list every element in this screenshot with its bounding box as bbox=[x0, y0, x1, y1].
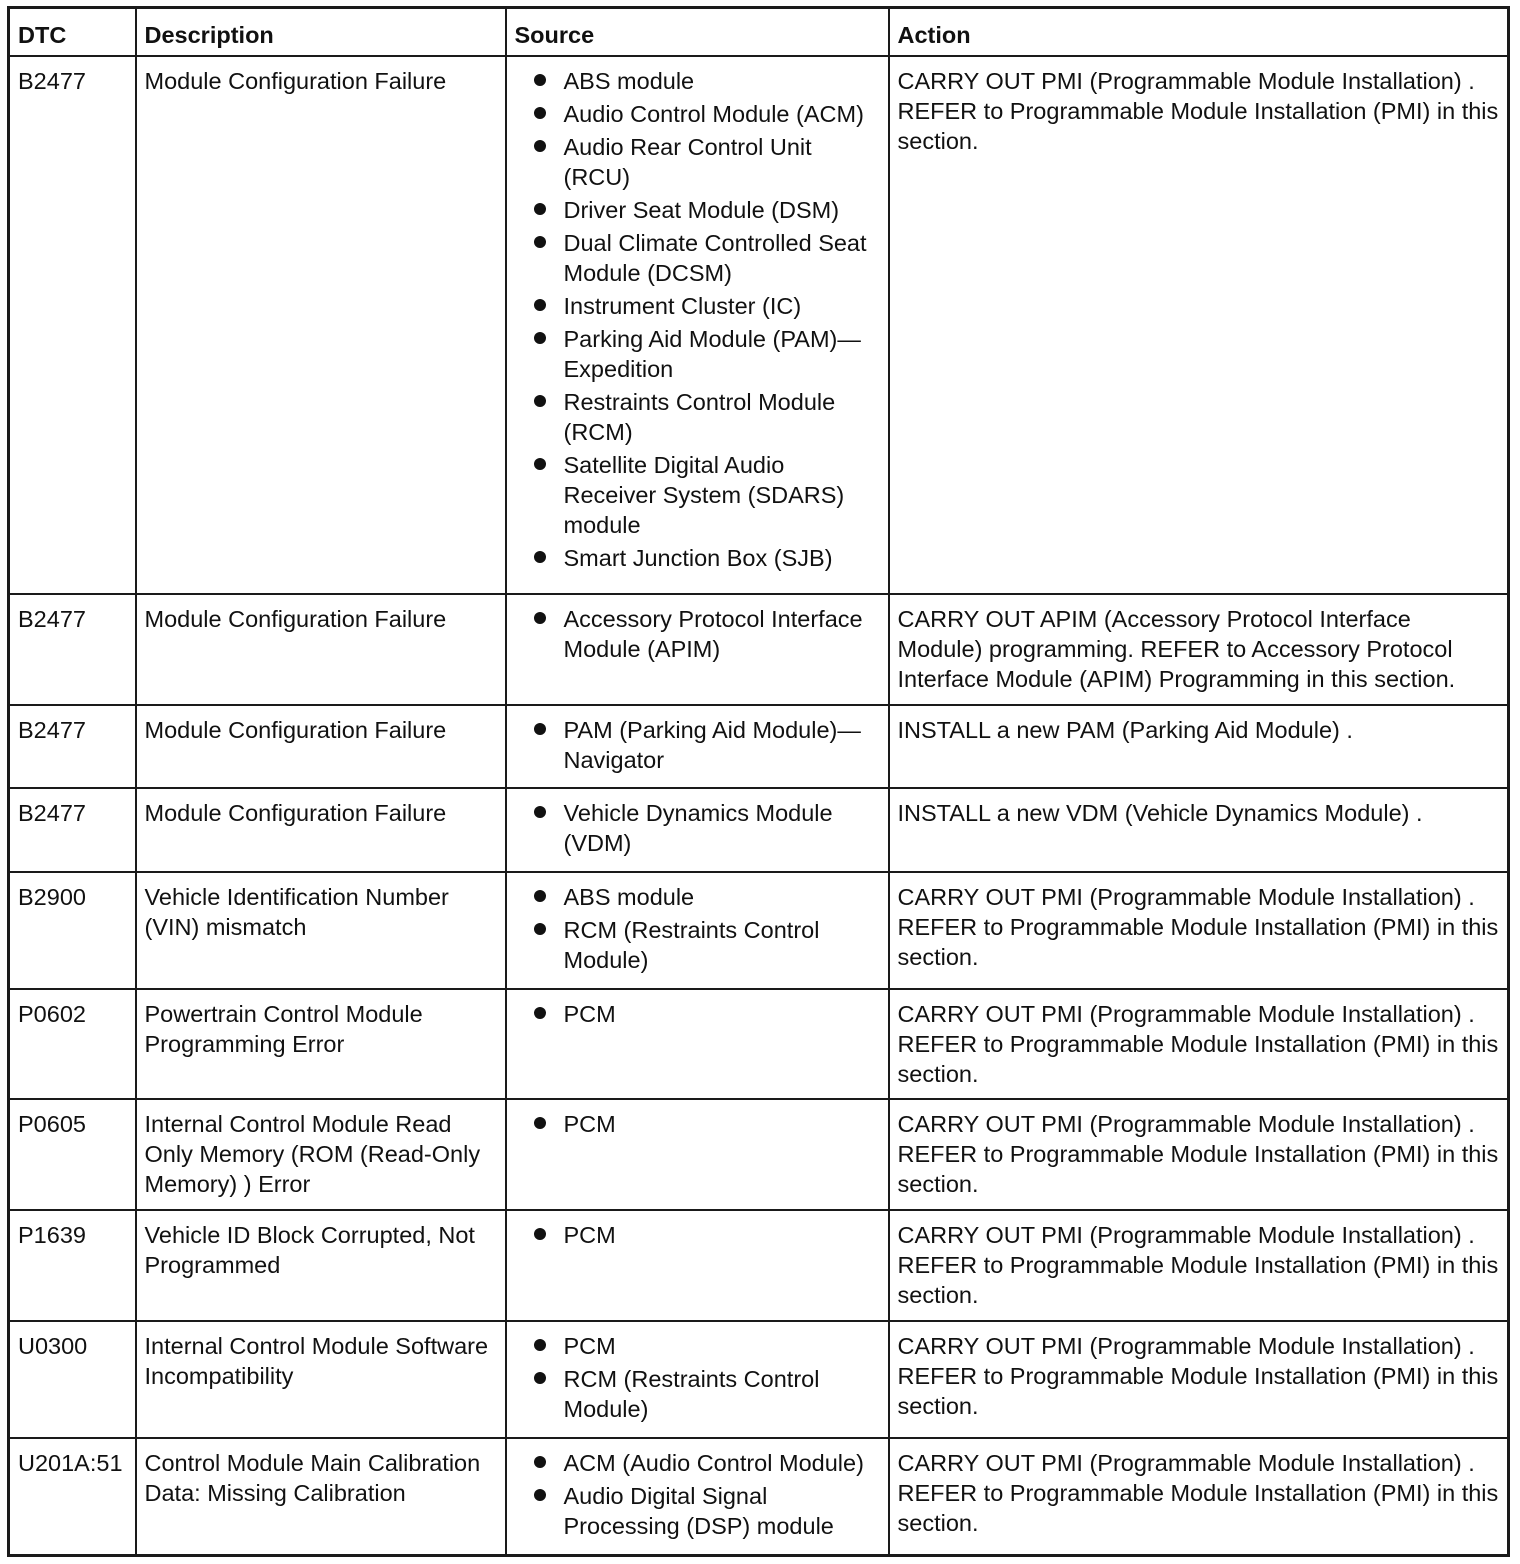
dtc-description: Module Configuration Failure bbox=[136, 594, 506, 705]
source-list bbox=[533, 999, 882, 1029]
source-item: Audio Control Module (ACM) bbox=[533, 99, 882, 129]
dtc-description: Module Configuration Failure bbox=[136, 788, 506, 871]
source-list bbox=[533, 1109, 882, 1139]
source-item: ABS module bbox=[533, 66, 882, 96]
source-list bbox=[533, 715, 882, 775]
source-item: PCM bbox=[533, 1331, 882, 1361]
dtc-description: Vehicle ID Block Corrupted, Not Programmed bbox=[136, 1210, 506, 1321]
dtc-table bbox=[7, 6, 1510, 1557]
dtc-code: P0602 bbox=[9, 989, 136, 1100]
source-list bbox=[533, 66, 882, 573]
source-cell bbox=[506, 1321, 889, 1438]
source-cell bbox=[506, 1099, 889, 1210]
action-text: CARRY OUT PMI (Programmable Module Installation) . REFER to Programmable Module Installation (PMI) in this section. bbox=[889, 56, 1509, 594]
header-row bbox=[9, 8, 1509, 57]
action-text: CARRY OUT PMI (Programmable Module Installation) . REFER to Programmable Module Installation (PMI) in this section. bbox=[889, 989, 1509, 1100]
source-list bbox=[533, 798, 882, 858]
dtc-description: Vehicle Identification Number (VIN) mismatch bbox=[136, 872, 506, 989]
action-text: CARRY OUT APIM (Accessory Protocol Interface Module) programming. REFER to Accessory Protocol Interface Module (APIM) Programming in this section. bbox=[889, 594, 1509, 705]
source-item: Instrument Cluster (IC) bbox=[533, 291, 882, 321]
source-cell bbox=[506, 594, 889, 705]
dtc-code: P1639 bbox=[9, 1210, 136, 1321]
table-row bbox=[9, 872, 1509, 989]
source-item: Driver Seat Module (DSM) bbox=[533, 195, 882, 225]
dtc-code: U201A:51 bbox=[9, 1438, 136, 1556]
source-item: RCM (Restraints Control Module) bbox=[533, 915, 882, 975]
table-row bbox=[9, 1099, 1509, 1210]
source-item: PCM bbox=[533, 999, 882, 1029]
table-body bbox=[9, 56, 1509, 1556]
source-item: ABS module bbox=[533, 882, 882, 912]
header-action: Action bbox=[889, 8, 1509, 57]
source-cell bbox=[506, 872, 889, 989]
source-item: ACM (Audio Control Module) bbox=[533, 1448, 882, 1478]
dtc-code: B2477 bbox=[9, 56, 136, 594]
source-item: Restraints Control Module (RCM) bbox=[533, 387, 882, 447]
dtc-description: Control Module Main Calibration Data: Missing Calibration bbox=[136, 1438, 506, 1556]
action-text: CARRY OUT PMI (Programmable Module Installation) . REFER to Programmable Module Installation (PMI) in this section. bbox=[889, 1099, 1509, 1210]
table-row bbox=[9, 56, 1509, 594]
action-text: INSTALL a new VDM (Vehicle Dynamics Module) . bbox=[889, 788, 1509, 871]
table-row bbox=[9, 1321, 1509, 1438]
table-row bbox=[9, 1438, 1509, 1556]
source-cell bbox=[506, 1438, 889, 1556]
source-list bbox=[533, 1220, 882, 1250]
dtc-description: Powertrain Control Module Programming Error bbox=[136, 989, 506, 1100]
action-text: CARRY OUT PMI (Programmable Module Installation) . REFER to Programmable Module Installation (PMI) in this section. bbox=[889, 872, 1509, 989]
table-row bbox=[9, 594, 1509, 705]
dtc-code: B2477 bbox=[9, 788, 136, 871]
source-item: Audio Rear Control Unit (RCU) bbox=[533, 132, 882, 192]
header-description: Description bbox=[136, 8, 506, 57]
source-item: Vehicle Dynamics Module (VDM) bbox=[533, 798, 882, 858]
source-list bbox=[533, 1331, 882, 1424]
source-cell bbox=[506, 56, 889, 594]
action-text: CARRY OUT PMI (Programmable Module Installation) . REFER to Programmable Module Installation (PMI) in this section. bbox=[889, 1321, 1509, 1438]
source-list bbox=[533, 1448, 882, 1541]
header-dtc: DTC bbox=[9, 8, 136, 57]
source-cell bbox=[506, 1210, 889, 1321]
table-row bbox=[9, 989, 1509, 1100]
source-item: PCM bbox=[533, 1220, 882, 1250]
source-item: Satellite Digital Audio Receiver System (SDARS) module bbox=[533, 450, 882, 540]
source-item: PAM (Parking Aid Module)— Navigator bbox=[533, 715, 882, 775]
source-item: PCM bbox=[533, 1109, 882, 1139]
table-row bbox=[9, 1210, 1509, 1321]
source-item: RCM (Restraints Control Module) bbox=[533, 1364, 882, 1424]
dtc-description: Internal Control Module Software Incompatibility bbox=[136, 1321, 506, 1438]
table-row bbox=[9, 705, 1509, 788]
source-item: Dual Climate Controlled Seat Module (DCSM) bbox=[533, 228, 882, 288]
source-item: Accessory Protocol Interface Module (APIM) bbox=[533, 604, 882, 664]
source-item: Parking Aid Module (PAM)— Expedition bbox=[533, 324, 882, 384]
dtc-description: Internal Control Module Read Only Memory (ROM (Read-Only Memory) ) Error bbox=[136, 1099, 506, 1210]
dtc-code: P0605 bbox=[9, 1099, 136, 1210]
source-list bbox=[533, 882, 882, 975]
source-cell bbox=[506, 788, 889, 871]
source-list bbox=[533, 604, 882, 664]
source-cell bbox=[506, 705, 889, 788]
source-cell bbox=[506, 989, 889, 1100]
dtc-code: U0300 bbox=[9, 1321, 136, 1438]
table-row bbox=[9, 788, 1509, 871]
action-text: CARRY OUT PMI (Programmable Module Installation) . REFER to Programmable Module Installation (PMI) in this section. bbox=[889, 1210, 1509, 1321]
source-item: Smart Junction Box (SJB) bbox=[533, 543, 882, 573]
dtc-description: Module Configuration Failure bbox=[136, 705, 506, 788]
dtc-code: B2477 bbox=[9, 594, 136, 705]
dtc-description: Module Configuration Failure bbox=[136, 56, 506, 594]
dtc-code: B2900 bbox=[9, 872, 136, 989]
dtc-code: B2477 bbox=[9, 705, 136, 788]
source-item: Audio Digital Signal Processing (DSP) module bbox=[533, 1481, 882, 1541]
action-text: INSTALL a new PAM (Parking Aid Module) . bbox=[889, 705, 1509, 788]
action-text: CARRY OUT PMI (Programmable Module Installation) . REFER to Programmable Module Installation (PMI) in this section. bbox=[889, 1438, 1509, 1556]
header-source: Source bbox=[506, 8, 889, 57]
